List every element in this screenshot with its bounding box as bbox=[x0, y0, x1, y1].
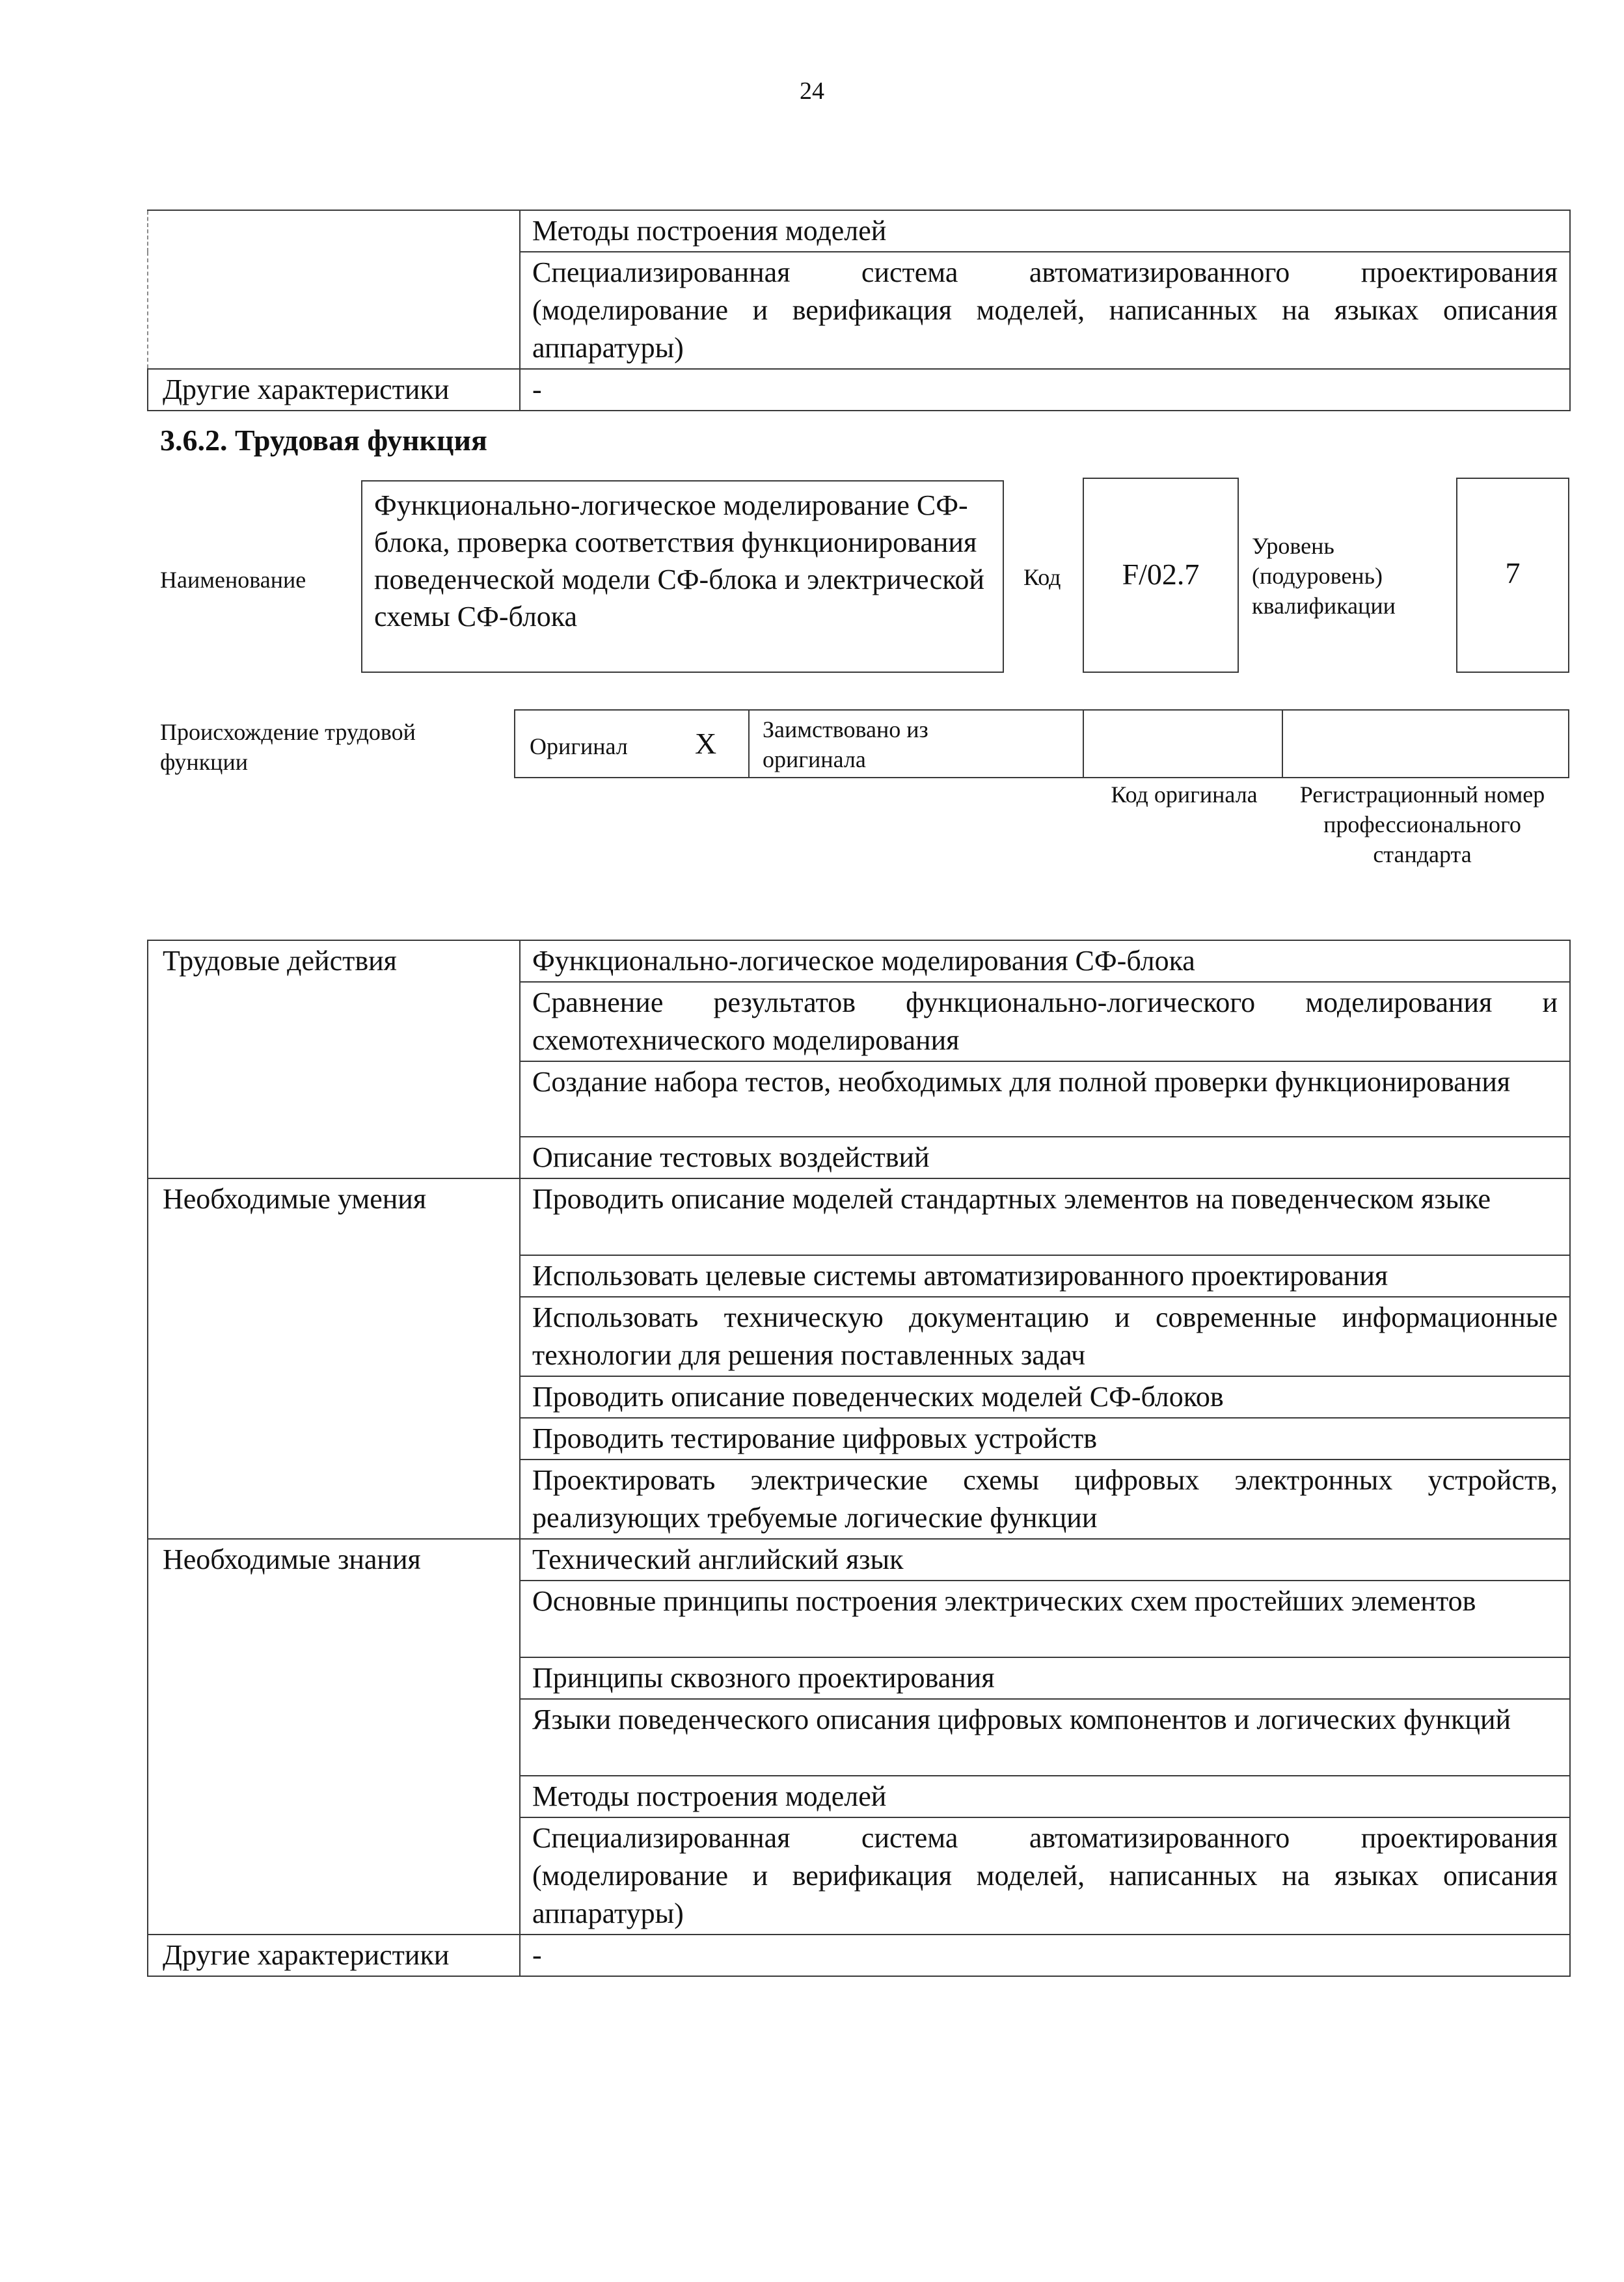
other-value: - bbox=[520, 1935, 1570, 1976]
origin-reg-cell bbox=[1282, 709, 1569, 778]
section-heading: 3.6.2. Трудовая функция bbox=[160, 424, 487, 457]
actions-label: Трудовые действия bbox=[148, 940, 520, 1178]
knowledge-item: Языки поведенческого описания цифровых компонентов и логических функций bbox=[520, 1699, 1570, 1776]
skill-item: Проектировать электрические схемы цифровых электронных устройств, реализующих требуемые логические функции bbox=[520, 1460, 1570, 1539]
skill-item: Проводить описание поведенческих моделей СФ-блоков bbox=[520, 1376, 1570, 1418]
skill-item: Проводить описание моделей стандартных элементов на поведенческом языке bbox=[520, 1178, 1570, 1255]
skill-item: Использовать техническую документацию и современные информационные технологии для решения поставленных задач bbox=[520, 1297, 1570, 1376]
level-value: 7 bbox=[1505, 556, 1521, 590]
action-item: Сравнение результатов функционально-логического моделирования и схемотехнического моделирования bbox=[520, 982, 1570, 1061]
level-value-box bbox=[1456, 478, 1569, 673]
knowledge-item: Принципы сквозного проектирования bbox=[520, 1657, 1570, 1699]
prev-knowledge-item: Специализированная система автоматизированного проектирования (моделирование и верификация моделей, написанных на языках описания аппаратуры) bbox=[520, 252, 1570, 369]
prev-other-value: - bbox=[520, 369, 1570, 411]
name-value-box bbox=[361, 480, 1004, 673]
skills-label: Необходимые умения bbox=[148, 1178, 520, 1539]
origin-original-mark: X bbox=[695, 727, 717, 760]
main-table bbox=[147, 940, 1571, 1977]
action-item: Описание тестовых воздействий bbox=[520, 1137, 1570, 1178]
code-value-box bbox=[1083, 478, 1239, 673]
skill-item: Проводить тестирование цифровых устройств bbox=[520, 1418, 1570, 1460]
page-number: 24 bbox=[800, 77, 824, 105]
origin-borrowed-cell bbox=[748, 709, 1084, 778]
knowledge-label: Необходимые знания bbox=[148, 1539, 520, 1935]
code-label: Код bbox=[1023, 564, 1061, 590]
skill-item: Использовать целевые системы автоматизированного проектирования bbox=[520, 1255, 1570, 1297]
prev-section-table bbox=[147, 210, 1571, 411]
origin-code-caption: Код оригинала bbox=[1111, 781, 1258, 808]
knowledge-item: Основные принципы построения электрических схем простейших элементов bbox=[520, 1581, 1570, 1657]
origin-borrowed-label: Заимствовано из оригинала bbox=[763, 716, 928, 772]
action-item: Создание набора тестов, необходимых для полной проверки функционирования bbox=[520, 1061, 1570, 1137]
prev-knowledge-label-cell bbox=[148, 210, 520, 369]
action-item: Функционально-логическое моделирования СФ-блока bbox=[520, 940, 1570, 982]
origin-label: Происхождение трудовой функции bbox=[160, 719, 416, 775]
origin-original-cell bbox=[514, 709, 750, 778]
prev-other-label: Другие характеристики bbox=[148, 369, 520, 411]
knowledge-item: Технический английский язык bbox=[520, 1539, 1570, 1581]
level-label: Уровень (подуровень) квалификации bbox=[1252, 533, 1396, 619]
origin-original-label: Оригинал bbox=[530, 733, 628, 759]
knowledge-item: Методы построения моделей bbox=[520, 1776, 1570, 1817]
origin-code-cell bbox=[1083, 709, 1283, 778]
origin-reg-caption: Регистрационный номер профессионального стандарта bbox=[1299, 781, 1545, 867]
name-label: Наименование bbox=[160, 567, 306, 593]
prev-knowledge-item: Методы построения моделей bbox=[520, 210, 1570, 252]
other-label: Другие характеристики bbox=[148, 1935, 520, 1976]
knowledge-item: Специализированная система автоматизированного проектирования (моделирование и верификация моделей, написанных на языках описания аппаратуры) bbox=[520, 1817, 1570, 1935]
code-value: F/02.7 bbox=[1122, 558, 1200, 591]
name-value: Функционально-логическое моделирование СФ-блока, проверка соответствия функционирования поведенческой модели СФ-блока и электрической схемы СФ-блока bbox=[374, 489, 984, 632]
